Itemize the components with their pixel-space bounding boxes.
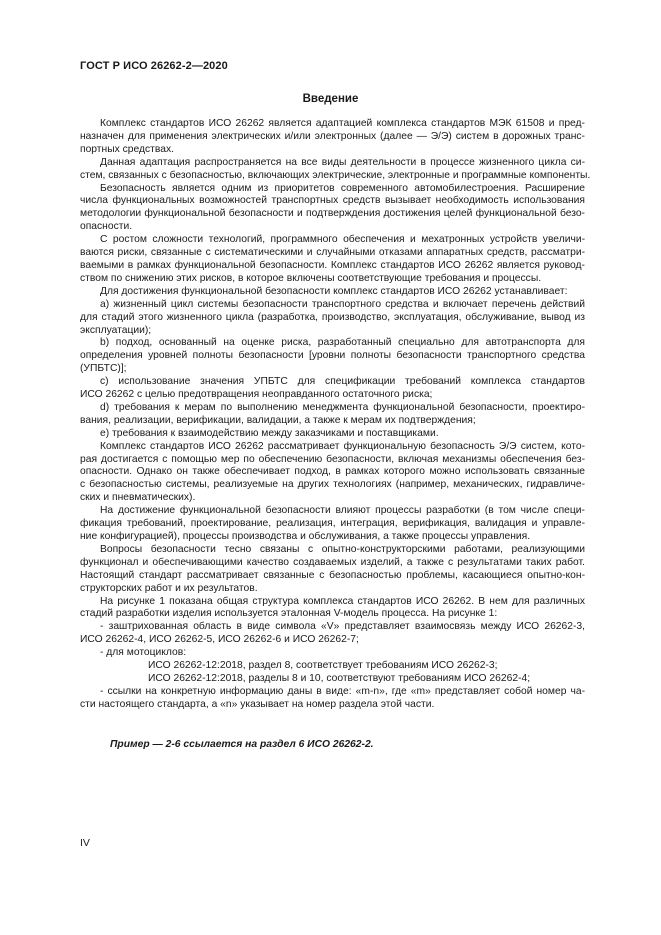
paragraph <box>80 286 585 299</box>
paragraph <box>80 299 585 338</box>
text-line: - ссылки на конкретную информацию даны в виде: «m-n», где «m» представляет собой номер ча- <box>100 685 585 697</box>
text-line: стадий разработки изделия используется эталонная V-модель процесса. На рисунке 1: <box>80 608 498 620</box>
paragraph <box>80 428 585 441</box>
text-line: рая достигается с помощью мер по обеспечению безопасности, включая механизмы обеспечения без- <box>80 453 585 465</box>
text-line: для стадий этого жизненного цикла (разработка, производство, эксплуатация, обслуживание, вывод из <box>80 311 585 323</box>
document-body <box>80 118 591 712</box>
text-line: (УПБТС)]; <box>80 363 127 375</box>
text-line: Для достижения функциональной безопасности комплекс стандартов ИСО 26262 устанавливает: <box>100 285 568 297</box>
text-line: Безопасность является одним из приоритетов современного автомобилестроения. Расширение <box>100 182 585 194</box>
text-line: определения уровней полноты безопасности [уровни полноты безопасности транспортного средства <box>80 350 585 362</box>
text-line: методологии функциональной безопасности и подтверждения достижения целей функциональной безо- <box>80 208 585 220</box>
text-line: На достижение функциональной безопасности влияют процессы разработки (в том числе специ- <box>100 505 585 517</box>
paragraph <box>80 505 585 544</box>
text-line: а) жизненный цикл системы безопасности транспортного средства и включает перечень действий <box>100 298 585 310</box>
text-line: опасности. Однако он также обеспечивает подход, в рамках которого можно использовать связанные <box>80 466 585 478</box>
paragraph <box>80 234 585 286</box>
text-line: сти настоящего стандарта, а «n» указывает на номер раздела этой части. <box>80 698 435 710</box>
text-line: ИСО 26262 с целью предотвращения неоправданного остаточного риска; <box>80 389 433 401</box>
text-line: числа функциональных возможностей транспортных средств вызывает необходимость использования <box>80 195 585 207</box>
text-line: c) использование значения УПБТС для спецификации требований комплекса стандартов <box>100 376 585 388</box>
text-line: Настоящий стандарт рассматривает связанные с безопасностью проблемы, касающиеся опытно-кон- <box>80 569 585 581</box>
text-line: ством по снижению этих рисков, в которое включены соответствующие требования и процессы. <box>80 272 542 284</box>
document-header: ГОСТ Р ИСО 26262-2—2020 <box>80 60 228 72</box>
paragraph <box>80 621 585 647</box>
text-line: ских и пневматических). <box>80 492 196 504</box>
text-line: d) требования к мерам по выполнению менеджмента функциональной безопасности, проектиро- <box>100 401 585 413</box>
text-line: - для мотоциклов: <box>100 647 187 659</box>
text-line: эксплуатации); <box>80 324 152 336</box>
paragraph <box>80 673 585 686</box>
text-line: ние конфигурацией), процессы производства и обслуживания, а также процессы управления. <box>80 531 531 542</box>
paragraph <box>80 337 585 376</box>
paragraph <box>80 660 585 673</box>
paragraph <box>80 647 585 660</box>
paragraph <box>80 376 585 402</box>
paragraph <box>80 156 591 183</box>
text-line: ваемыми в рамках функциональной безопасности. Комплекс стандартов ИСО 26262 является руковод- <box>80 259 585 271</box>
section-title: Введение <box>302 93 359 105</box>
text-line: Комплекс стандартов ИСО 26262 является адаптацией комплекса стандартов МЭК 61508 и пред- <box>100 118 585 129</box>
text-line: стем, связанных с безопасностью, включающих электрические, электронные и программные компоненты. <box>80 169 591 181</box>
text-line: ваются риски, связанные с систематическими и случайными отказами аппаратных средств, рассматри- <box>80 247 585 259</box>
text-line: С ростом сложности технологий, программного обеспечения и мехатронных устройств увеличи- <box>100 234 585 246</box>
text-line: фикация требований, проектирование, реализация, интеграция, верификация, валидация и управле- <box>80 518 585 530</box>
text-line: Комплекс стандартов ИСО 26262 рассматривает функциональную безопасность Э/Э систем, кото- <box>100 440 585 452</box>
page-number: IV <box>80 837 90 849</box>
text-line: структорских работ и их результатов. <box>80 582 258 594</box>
paragraph <box>80 118 585 157</box>
text-line: - заштрихованная область в виде символа «V» представляет взаимосвязь между ИСО 26262-3, <box>100 621 585 633</box>
text-line: портных средствах. <box>80 143 174 155</box>
text-line: вания, реализации, верификации, валидации, а также к мерам их подтверждения; <box>80 414 476 426</box>
text-line: b) подход, основанный на оценке риска, разработанный специально для автотранспорта для <box>100 337 585 349</box>
text-line: ИСО 26262-12:2018, разделы 8 и 10, соответствуют требованиям ИСО 26262-4; <box>148 672 531 684</box>
paragraph <box>80 686 585 712</box>
text-line: На рисунке 1 показана общая структура комплекса стандартов ИСО 26262. В нем для различных <box>100 595 585 607</box>
text-line: e) требования к взаимодействию между заказчиками и поставщиками. <box>100 427 439 439</box>
paragraph <box>80 544 585 596</box>
paragraph <box>80 402 585 428</box>
text-line: назначен для применения электрических и/или электронных (далее — Э/Э) систем в дорожных транс- <box>80 130 585 142</box>
text-line: с безопасностью системы, реализуемые на других технологиях (например, механических, гидравличе- <box>80 479 585 491</box>
paragraph <box>80 441 585 506</box>
example-note: Пример — 2-6 ссылается на раздел 6 ИСО 26262-2. <box>110 739 374 750</box>
text-line: ИСО 26262-4, ИСО 26262-5, ИСО 26262-6 и ИСО 26262-7; <box>80 634 359 646</box>
text-line: Вопросы безопасности тесно связаны с опытно-конструкторскими работами, реализующими <box>100 543 585 555</box>
text-line: опасности. <box>80 221 133 233</box>
text-line: ИСО 26262-12:2018, раздел 8, соответствует требованиям ИСО 26262-3; <box>148 660 498 672</box>
paragraph <box>80 596 585 622</box>
text-line: функционал и обеспечивающими качество создаваемых изделий, а также с результатами таких работ. <box>80 556 585 568</box>
paragraph <box>80 183 585 235</box>
text-line: Данная адаптация распространяется на все виды деятельности в процессе жизненного цикла си- <box>100 156 585 168</box>
